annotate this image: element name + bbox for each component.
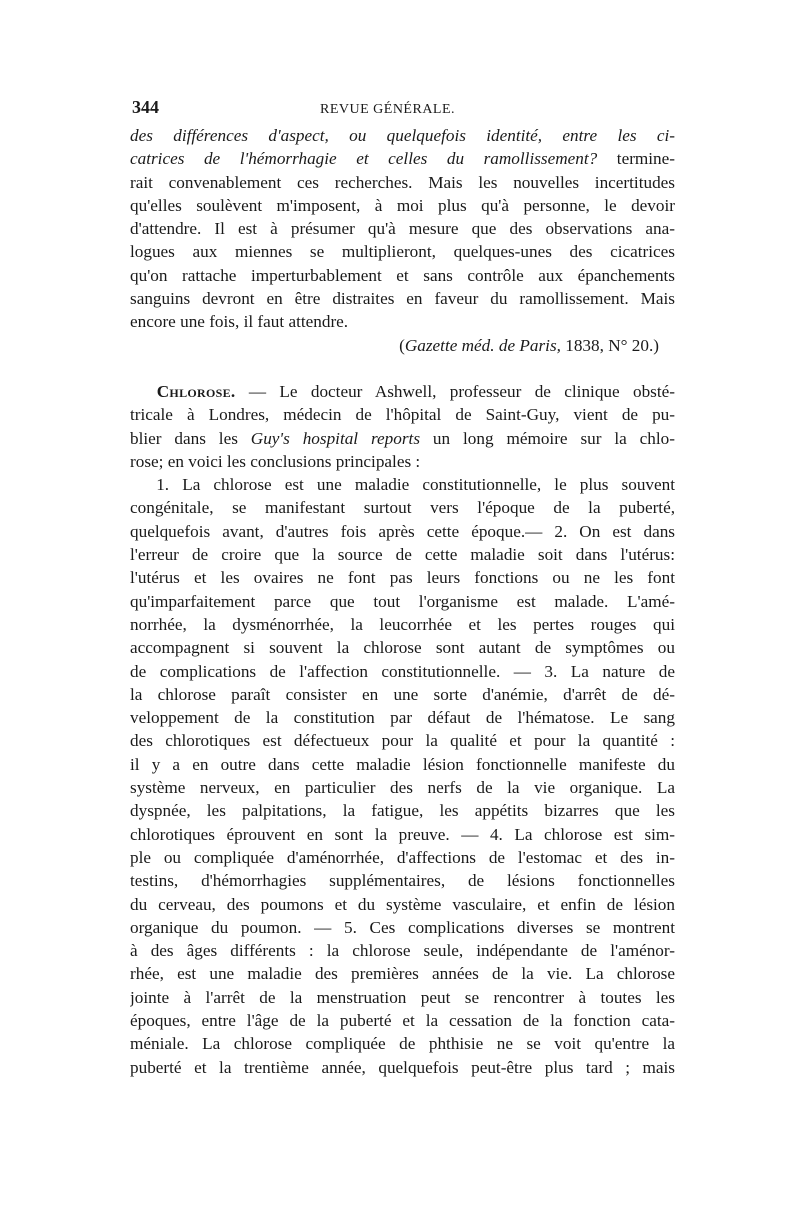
text-line: du cerveau, des poumons et du système vasculaire, et enfin de lésion (130, 894, 675, 914)
text-line: veloppement de la constitution par défaut de l'hématose. Le sang (130, 708, 675, 728)
text-line: il y a en outre dans cette maladie lésion fonctionnelle manifeste du (130, 754, 675, 774)
text-line: dyspnée, les palpitations, la fatigue, les appétits bizarres que les (130, 801, 675, 821)
text-line: rose; en voici les conclusions principales : (130, 451, 421, 471)
page-number: 344 (132, 97, 159, 117)
text-line (130, 147, 675, 170)
text-line: ple ou compliquée d'aménorrhée, d'affections de l'estomac et des in- (130, 847, 675, 867)
text-line: méniale. La chlorose compliquée de phthisie ne se voit qu'entre la (130, 1034, 675, 1054)
text-line: d'attendre. Il est à présumer qu'à mesure que des observations ana- (130, 219, 675, 239)
text-line: encore une fois, il faut attendre. (130, 312, 349, 332)
text-line: jointe à l'arrêt de la menstruation peut se rencontrer à toutes les (130, 987, 675, 1007)
text-line: l'erreur de croire que la source de cette maladie soit dans l'utérus: (130, 545, 675, 565)
document-page (130, 96, 675, 1079)
text-line: accompagnent si souvent la chlorose sont autant de symptômes ou (130, 638, 675, 658)
text-fragment: 1. La chlorose est une maladie constitutionnelle, le plus souvent (156, 475, 675, 495)
text-line: époques, entre l'âge de la puberté et la cessation de la fonction cata- (130, 1010, 675, 1030)
italic-text: des différences d'aspect, ou quelquefois identité, entre les ci- (130, 126, 675, 145)
text-line: quelquefois avant, d'autres fois après cette époque.— 2. On est dans (130, 521, 675, 541)
section-gap (130, 357, 675, 380)
text-fragment: — Le docteur Ashwell, professeur de clinique obsté- (235, 381, 675, 401)
citation (130, 334, 675, 357)
text-line: qu'on rattache imperturbablement et sans contrôle aux épanchements (130, 265, 675, 285)
text-line: logues aux miennes se multiplieront, quelques-unes des cicatrices (130, 242, 675, 262)
text-line: congénitale, se manifestant surtout vers l'époque de la puberté, (130, 498, 675, 518)
paragraph-chlorose-intro (130, 380, 675, 473)
text-line (130, 473, 675, 496)
text-fragment: termine- (597, 149, 675, 169)
text-line: la chlorose paraît consister en une sorte d'anémie, d'arrêt de dé- (130, 684, 675, 704)
citation-details: 1838, N° 20.) (560, 335, 659, 355)
section-heading: Chlorose. (156, 381, 236, 401)
text-line: système nerveux, en particulier des nerfs de la vie organique. La (130, 778, 675, 798)
citation-open: ( (399, 335, 405, 355)
text-line: testins, d'hémorrhagies supplémentaires, de lésions fonctionnelles (130, 871, 675, 891)
text-line (130, 427, 675, 450)
paragraph-conclusions-list (130, 473, 675, 1079)
running-title: REVUE GÉNÉRALE. (320, 102, 456, 117)
text-line: organique du poumon. — 5. Ces complications diverses se montrent (130, 917, 675, 937)
italic-text: catrices de l'hémorrhagie et celles du ramollissement? (130, 149, 598, 169)
running-header (130, 96, 675, 120)
text-line: l'utérus et les ovaires ne font pas leurs fonctions ou ne les font (130, 568, 675, 588)
citation-source: Gazette méd. de Paris, (404, 335, 561, 355)
paragraph-conclusion (130, 124, 675, 334)
text-line: qu'elles soulèvent m'imposent, à moi plus qu'à personne, le devoir (130, 195, 675, 215)
text-line: qu'imparfaitement parce que tout l'organisme est malade. L'amé- (130, 591, 675, 611)
text-fragment: un long mémoire sur la chlo- (420, 428, 675, 448)
text-line (130, 124, 675, 147)
text-fragment: blier dans les (130, 428, 251, 448)
text-line: puberté et la trentième année, quelquefois peut-être plus tard ; mais (130, 1057, 675, 1077)
text-line: chlorotiques éprouvent en sont la preuve. — 4. La chlorose est sim- (130, 824, 675, 844)
text-line: rait convenablement ces recherches. Mais les nouvelles incertitudes (130, 172, 675, 192)
text-line: rhée, est une maladie des premières années de la vie. La chlorose (130, 964, 675, 984)
journal-title: Guy's hospital reports (250, 428, 421, 448)
text-line (130, 380, 675, 403)
text-line: tricale à Londres, médecin de l'hôpital de Saint-Guy, vient de pu- (130, 405, 675, 425)
text-line: de complications de l'affection constitutionnelle. — 3. La nature de (130, 661, 675, 681)
text-line: sanguins devront en être distraites en faveur du ramollissement. Mais (130, 289, 675, 309)
text-line: à des âges différents : la chlorose seule, indépendante de l'aménor- (130, 941, 675, 961)
text-line: norrhée, la dysménorrhée, la leucorrhée et les pertes rouges qui (130, 614, 675, 634)
text-line: des chlorotiques est défectueux pour la qualité et pour la quantité : (130, 731, 675, 751)
